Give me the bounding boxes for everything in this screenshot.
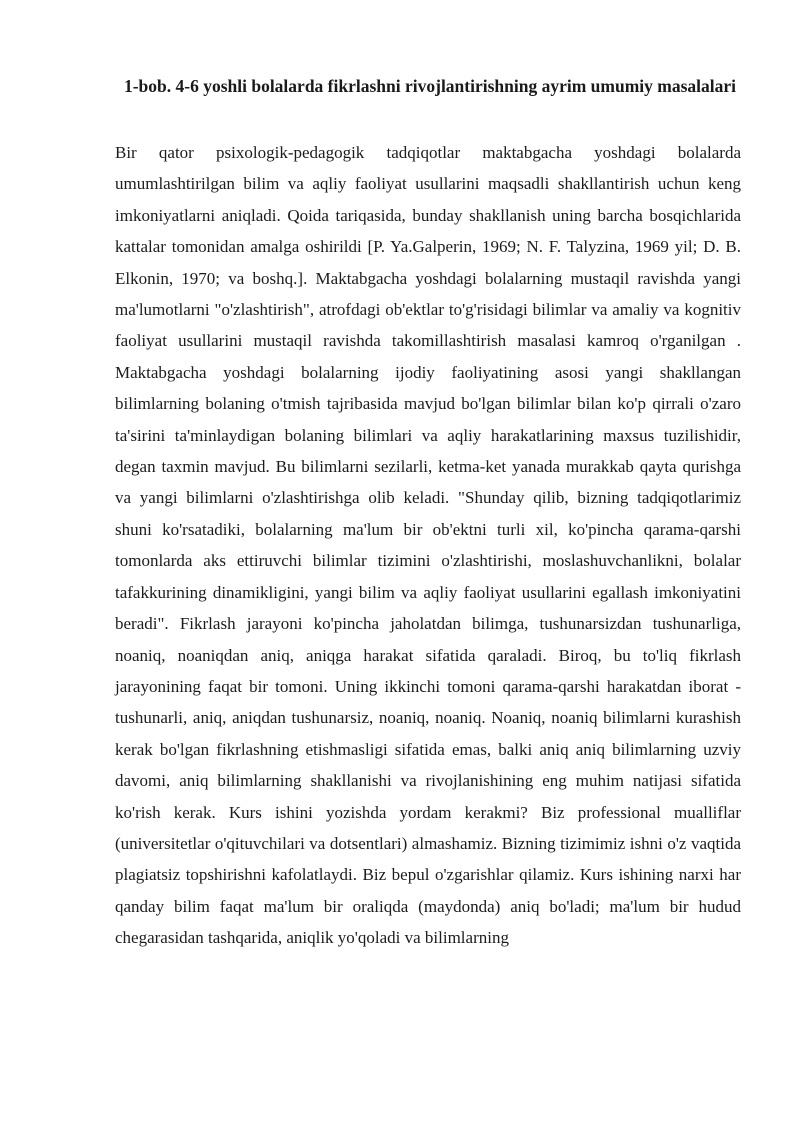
chapter-heading: 1-bob. 4-6 yoshli bolalarda fikrlashni rivojlantirishning ayrim umumiy masalalari <box>123 76 737 96</box>
body-paragraph: Bir qator psixologik-pedagogik tadqiqotlar maktabgacha yoshdagi bolalarda umumlashtirilgan bilim va aqliy faoliyat usullarini maqsadli shakllantirish uchun keng imkoniyatlarni aniqladi. Qoida tariqasida, bunday shakllanish uning barcha bosqichlarida kattalar tomonidan amalga oshirildi [P. Ya.Galperin, 1969; N. F. Talyzina, 1969 yil; D. B. Elkonin, 1970; va boshq.]. Maktabgacha yoshdagi bolalarning mustaqil ravishda yangi ma'lumotlarni "o'zlashtirish", atrofdagi ob'ektlar to'g'risidagi bilimlar va amaliy va kognitiv faoliyat usullarini mustaqil ravishda takomillashtirish masalasi kamroq o'rganilgan . Maktabgacha yoshdagi bolalarning ijodiy faoliyatining asosi yangi shakllangan bilimlarning bolaning o'tmish tajribasida mavjud bo'lgan bilimlar bilan ko'p qirrali o'zaro ta'sirini ta'minlaydigan bolaning bilimlari va aqliy harakatlarining maxsus tuzilishidir, degan taxmin mavjud. Bu bilimlarni sezilarli, ketma-ket yanada murakkab qayta qurishga va yangi bilimlarni o'zlashtirishga olib keladi. "Shunday qilib, bizning tadqiqotlarimiz shuni ko'rsatadiki, bolalarning ma'lum bir ob'ektni turli xil, ko'pincha qarama-qarshi tomonlarda aks ettiruvchi bilimlar tizimini o'zlashtirishi, moslashuvchanlikni, bolalar tafakkurining dinamikligini, yangi bilim va aqliy faoliyat usullarini egallash imkoniyatini beradi". Fikrlash jarayoni ko'pincha jaholatdan bilimga, tushunarsizdan tushunarliga, noaniq, noaniqdan aniq, aniqga harakat sifatida qaraladi. Biroq, bu to'liq fikrlash jarayonining faqat bir tomoni. Uning ikkinchi tomoni qarama-qarshi harakatdan iborat - tushunarli, aniq, aniqdan tushunarsiz, noaniq, noaniq. Noaniq, noaniq bilimlarni kurashish kerak bo'lgan fikrlashning etishmasligi sifatida emas, balki aniq aniq bilimlarning uzviy davomi, aniq bilimlarning shakllanishi va rivojlanishining eng muhim natijasi sifatida ko'rish kerak. Kurs ishini yozishda yordam kerakmi? Biz professional mualliflar (universitetlar o'qituvchilari va dotsentlari) almashamiz. Bizning tizimimiz ishni o'z vaqtida plagiatsiz topshirishni kafolatlaydi. Biz bepul o'zgarishlar qilamiz. Kurs ishining narxi har qanday bilim faqat ma'lum bir oraliqda (maydonda) aniq bo'ladi; ma'lum bir hudud chegarasidan tashqarida, aniqlik yo'qoladi va bilimlarning <box>115 143 741 948</box>
